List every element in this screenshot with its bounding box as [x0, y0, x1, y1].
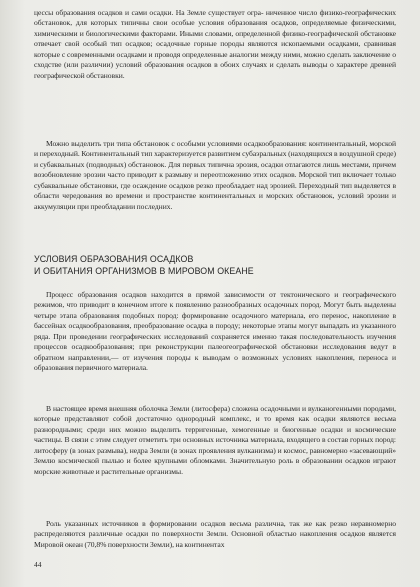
paragraph-5: Роль указанных источников в формировании осадков весьма различна, так же как резко неравномерно распределяются различные осадки по поверхности Земли. Основной областью накопления осадков является Мировой океан (70,8% поверхности Земли), на континентах — [34, 519, 396, 549]
section-heading-line-2: И ОБИТАНИЯ ОРГАНИЗМОВ В МИРОВОМ ОКЕАНЕ — [34, 265, 254, 276]
paragraph-4: В настоящее время внешняя оболочка Земли (литосфера) сложена осадочными и вулканогенными породами, которые представляют собой достаточно однородный комплекс, и то время как осадки являются весьма разнородными; среди них можно выделить терригенные, хемогенные и биогенные осадки и космические частицы. В связи с этим следует отметить три основных источника материала, входящего в состав горных пород: литосферу (в зонах размыва), недра Земли (в зонах проявления вулканизма) и космос, равномерно «засевающий» Землю космической пылью и более крупными обломками. Значительную роль в образовании осадков играют морские животные и растительные организмы. — [34, 404, 396, 476]
paragraph-1: цессы образования осадков и сами осадки. На Земле существует огра- ниченное число физико-географических обстановок, для которых типичны свои особые условия образования осадков, определяемые физическими, химическими и биологическими факторами. Иными словами, определенной физико-географической обстановке отвечает свой особый тип осадков; осадочные горные породы являются ископаемыми осадками, сравнивая которые с современными осадками и проводя определенные аналогии между ними, можно сделать заключение о сходстве (или различии) условий образования осадков в обоих случаях и сделать выводы о характере древней географической обстановки. — [34, 8, 396, 80]
page-number: 44 — [34, 560, 42, 569]
paragraph-3: Процесс образования осадков находится в прямой зависимости от тектонического и географического режимов, что приводит в конечном итоге к появлению разнообразных осадочных пород. Могут быть выделены четыре этапа образования подобных пород: формирование осадочного материала, его перенос, накопление в бассейнах осадкообразования, преобразование осадка в породу; некоторые этапы могут выпадать из указанного ряда. При проведении географических исследований сохраняется именно такая последовательность изучения процессов осадкообразования; при реконструкции палеогеографической обстановки исследования ведут в обратном направлении,— от изучения породы к выводам о возможных условиях накопления, переноса и образования первичного материала. — [34, 290, 396, 373]
section-heading — [34, 254, 396, 277]
section-heading-line-1: УСЛОВИЯ ОБРАЗОВАНИЯ ОСАДКОВ — [34, 254, 194, 264]
paragraph-2: Можно выделить три типа обстановок с особыми условиями осадкообразования: континентальный, морской и переходный. Континентальный тип характеризуется развитием субаэральных (находящихся в воздушной среде) и субаквальных (подводных) обстановок. Для первых типична эрозия, осадки отлагаются лишь местами, причем возобновление эрозии часто приводит к размыву и переотложению этих осадков. Морской тип включает только субаквальные обстановки, где осаждение осадков резко преобладает над эрозией. Переходный тип выделяется в области чередования во времени и пространстве континентальных и морских обстановок, условий эрозии и аккумуляции при преобладании последних. — [34, 139, 396, 211]
